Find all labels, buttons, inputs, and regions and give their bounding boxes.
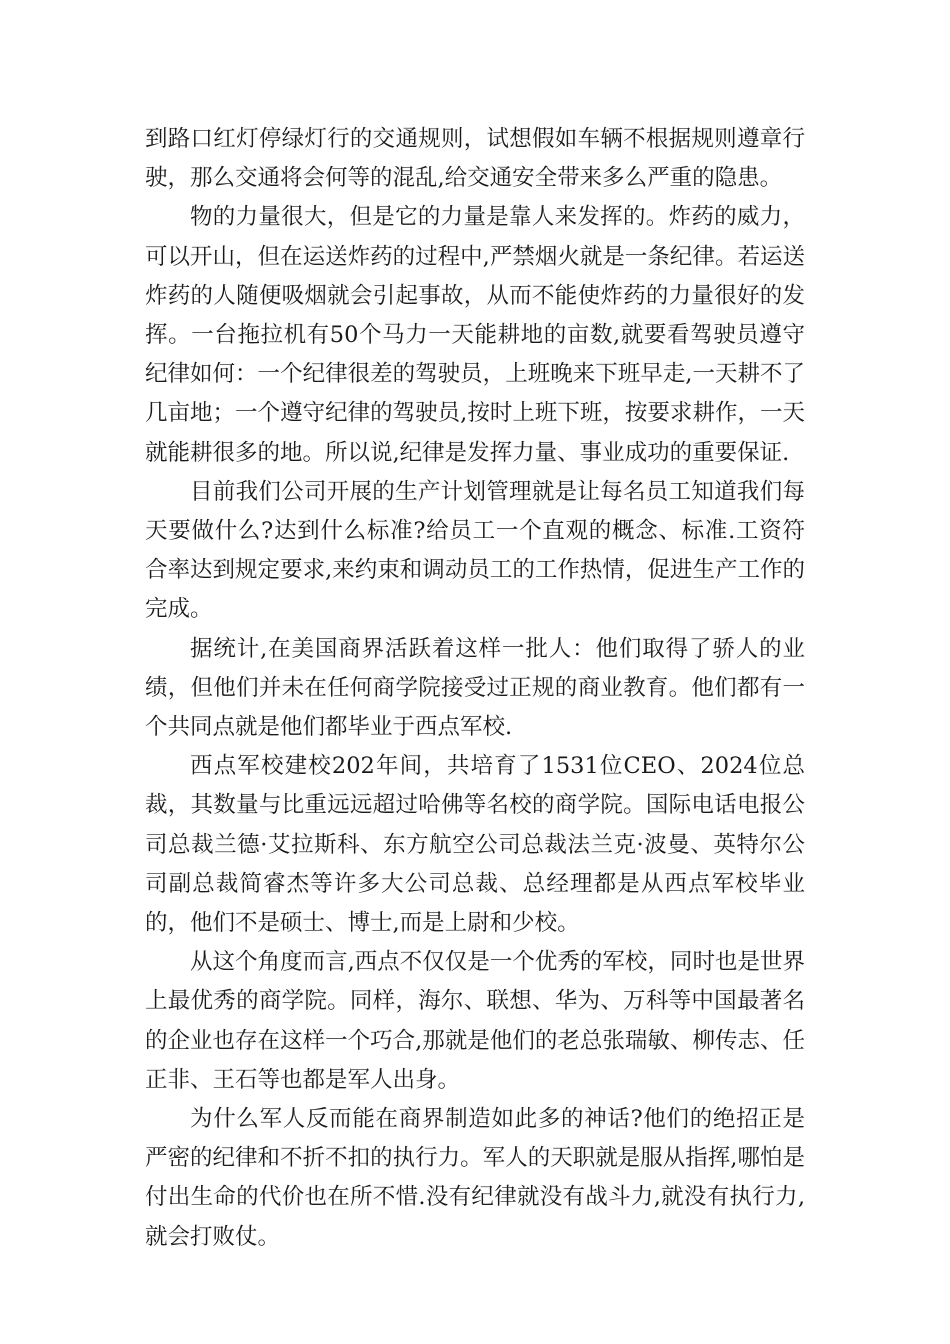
paragraph-traffic-rules: 到路口红灯停绿灯行的交通规则，试想假如车辆不根据规则遵章行驶，那么交通将会何等的混乱,给交通安全带来多么严重的隐患。	[145, 126, 805, 192]
paragraph-business-school: 从这个角度而言,西点不仅仅是一个优秀的军校，同时也是世界上最优秀的商学院。同样，海尔、联想、华为、万科等中国最著名的企业也存在这样一个巧合,那就是他们的老总张瑞敏、柳传志、任正非、王石等也都是军人出身。	[145, 949, 805, 1093]
paragraph-production-planning: 目前我们公司开展的生产计划管理就是让每名员工知道我们每天要做什么?达到什么标准?给员工一个直观的概念、标准.工资符合率达到规定要求,来约束和调动员工的工作热情，促进生产工作的完成。	[145, 478, 805, 623]
paragraph-military-discipline: 为什么军人反而能在商界制造如此多的神话?他们的绝招正是严密的纪律和不折不扣的执行力。军人的天职就是服从指挥,哪怕是付出生命的代价也在所不惜.没有纪律就没有战斗力,就没有执行力,就会打败仗。	[145, 1106, 805, 1250]
document-body	[145, 120, 805, 1257]
paragraph-west-point: 西点军校建校202年间，共培育了1531位CEO、2024位总裁，其数量与比重远远超过哈佛等名校的商学院。国际电话电报公司总裁兰德·艾拉斯科、东方航空公司总裁法兰克·波曼、英特尔公司副总裁简睿杰等许多大公司总裁、总经理都是从西点军校毕业的，他们不是硕士、博士,而是上尉和少校。	[145, 753, 805, 937]
paragraph-power-of-things: 物的力量很大，但是它的力量是靠人来发挥的。炸药的威力，可以开山，但在运送炸药的过程中,严禁烟火就是一条纪律。若运送炸药的人随便吸烟就会引起事故，从而不能使炸药的力量很好的发挥。一台拖拉机有50个马力一天能耕地的亩数,就要看驾驶员遵守纪律如何：一个纪律很差的驾驶员，上班晚来下班早走,一天耕不了几亩地；一个遵守纪律的驾驶员,按时上班下班，按要求耕作，一天就能耕很多的地。所以说,纪律是发挥力量、事业成功的重要保证.	[145, 204, 805, 466]
paragraph-statistics: 据统计,在美国商界活跃着这样一批人：他们取得了骄人的业绩，但他们并未在任何商学院接受过正规的商业教育。他们都有一个共同点就是他们都毕业于西点军校.	[145, 635, 805, 741]
